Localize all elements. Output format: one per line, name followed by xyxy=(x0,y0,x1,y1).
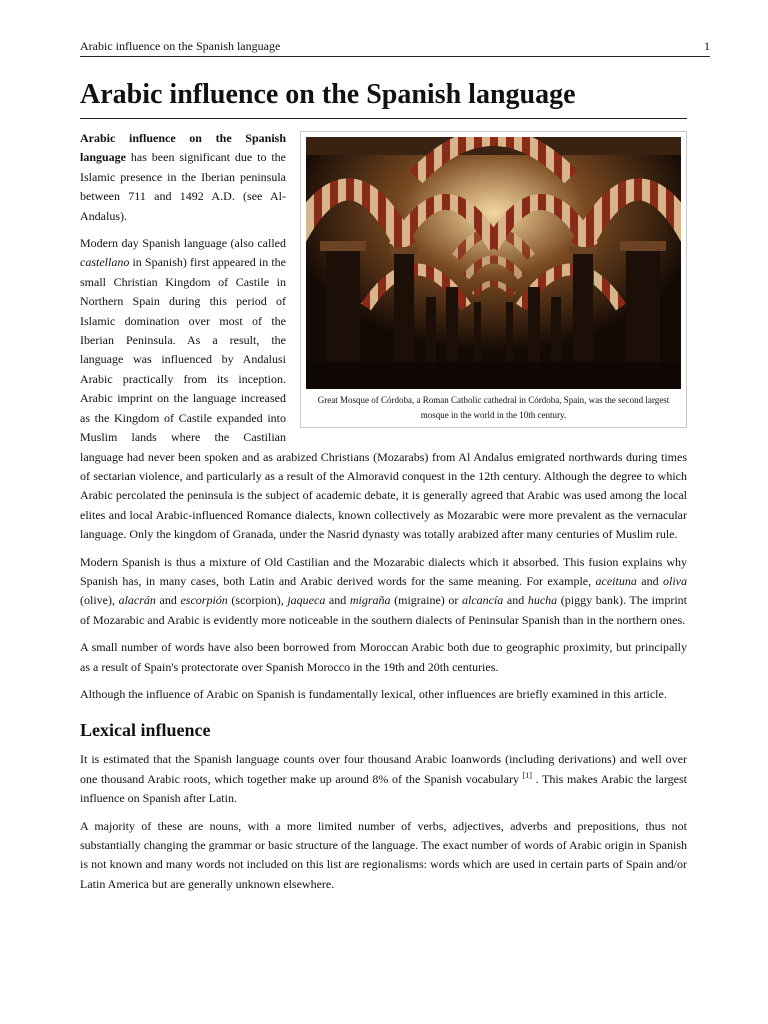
article-body xyxy=(80,129,687,894)
text-run: (piggy bank). The imprint of Mozarabic and Arabic is evidently more noticeable in the southern dialects of Peninsular Spanish than in the northern ones. xyxy=(80,593,687,627)
text-run: (migraine) or xyxy=(390,593,462,608)
term-aceituna: aceituna xyxy=(595,573,637,588)
paragraph-nouns: A majority of these are nouns, with a more limited number of verbs, adjectives, adverbs and prepositions, thus not substantially changing the grammar or basic structure of the language. The exact number of words of Arabic origin in Spanish is not known and many words not included on this list are regionalisms: words which are used in certain parts of Spain and/or Latin America but are generally unknown elsewhere. xyxy=(80,818,687,891)
text-run: and xyxy=(636,573,664,588)
mosque-photo xyxy=(306,137,681,389)
term-hucha: hucha xyxy=(527,593,558,608)
term-jaqueca: jaqueca xyxy=(287,593,326,608)
intro-lead: Arabic influence on the Spanish language xyxy=(80,131,286,165)
paragraph-mixture xyxy=(80,553,687,631)
term-alcancia: alcancía xyxy=(461,593,504,608)
term-alacran: alacrán xyxy=(118,593,156,608)
text-run: . This makes Arabic the largest influence on Spanish after Latin. xyxy=(80,771,687,806)
running-header xyxy=(80,38,710,57)
article xyxy=(80,76,687,902)
term-oliva: oliva xyxy=(663,573,688,588)
text-run: and xyxy=(325,593,350,608)
page-number: 1 xyxy=(704,39,710,53)
text-run: and xyxy=(155,593,181,608)
figure-caption: Great Mosque of Córdoba, a Roman Catholic cathedral in Córdoba, Spain, was the second largest mosque in the world in the 10th century. xyxy=(317,395,670,420)
term-migrana: migraña xyxy=(349,593,391,608)
reference-link[interactable]: [1] xyxy=(522,770,532,780)
paragraph-moroccan: A small number of words have also been borrowed from Moroccan Arabic both due to geographic proximity, but principally as a result of Spain's protectorate over Spanish Morocco in the 19th and 20th centuries. xyxy=(80,640,687,674)
running-title: Arabic influence on the Spanish language xyxy=(80,39,281,53)
text-run: (olive), xyxy=(80,593,119,608)
term-castellano: castellano xyxy=(80,255,130,270)
term-escorpion: escorpión xyxy=(180,593,228,608)
article-title: Arabic influence on the Spanish language xyxy=(80,76,687,119)
text-run: Modern day Spanish language (also called xyxy=(80,236,286,251)
section-heading-lexical: Lexical influence xyxy=(80,720,211,741)
text-run: Modern Spanish is thus a mixture of Old Castilian and the Mozarabic dialects which it absorbed. This fusion explains why Spanish has, in many cases, both Latin and Arabic derived words for the same meaning. For example, xyxy=(80,554,687,588)
text-run: and xyxy=(503,593,528,608)
intro-text: has been significant due to the Islamic presence in the Iberian peninsula between 711 and 1492 A.D. (see Al-Andalus). xyxy=(80,150,286,223)
figure-mosque xyxy=(300,131,687,428)
paragraph-lexical-note: Although the influence of Arabic on Spanish is fundamentally lexical, other influences are briefly examined in this article. xyxy=(80,686,667,701)
paragraph-loanwords xyxy=(80,750,687,808)
text-run: in Spanish) first appeared in the small Christian Kingdom of Castile in Northern Spain during this period of Islamic domination over most of the Iberian Peninsula. As a result, the language was influenced by Andalusi Arabic practically from its inception. Arabic imprint on the language increased as the Kingdom of Castile expanded into Muslim lands where the Castilian language had never been spoken and as arabized Christians (Mozarabs) from Al Andalus emigrated northwards during times of sectarian violence, and particularly as a result of the Almoravid conquest in the 12th century. Although the degree to which Arabic percolated the peninsula is the subject of academic debate, it is generally agreed that Arabic was used among the local elites and local Arabic-influenced Romance dialects, known collectively as Mozarabic were more prevalent as the vernacular language. Only the kingdom of Granada, under the Nasrid dynasty was totally arabized after many centuries of Muslim rule. xyxy=(80,255,687,542)
text-run: (scorpion), xyxy=(227,593,288,608)
text-run: It is estimated that the Spanish language counts over four thousand Arabic loanwords (including derivations) and well over one thousand Arabic roots, which together make up around 8% of the Spanish vocabulary xyxy=(80,752,687,786)
